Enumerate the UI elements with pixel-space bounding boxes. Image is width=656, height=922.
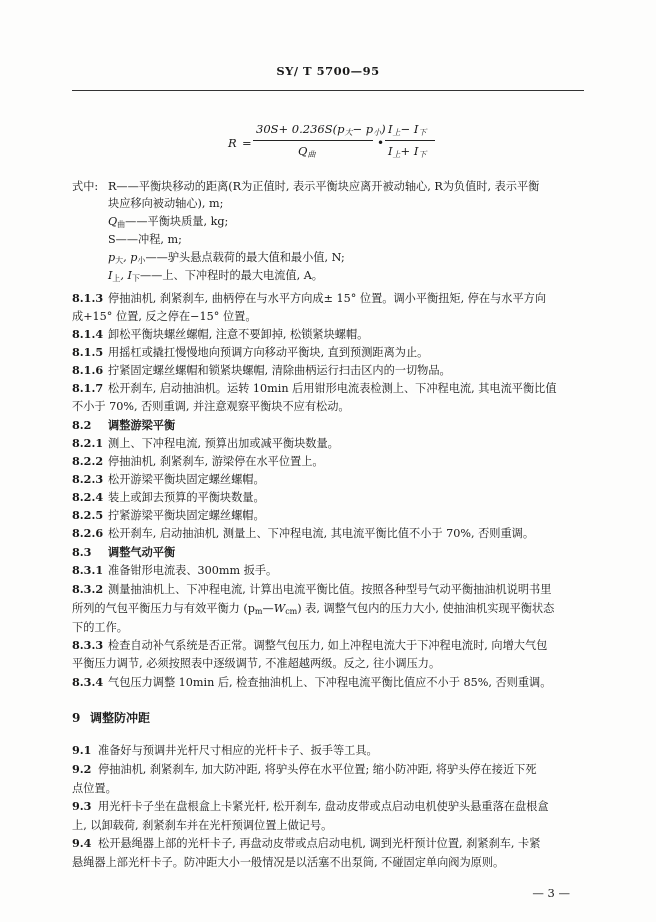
header-rule <box>72 90 584 91</box>
list-item: 8.3.2 测量抽油机上、下冲程电流, 计算出电流平衡比值。按照各种型号气动平衡抽油机说明书里 <box>72 582 552 596</box>
list-item: 8.2.6 松开刹车, 启动抽油机, 测量上、下冲程电流, 其电流平衡比值不小于 70%, 否则重调。 <box>72 526 535 540</box>
list-item: 8.1.4 卸松平衡块螺丝螺帽, 注意不要卸掉, 松锁紧块螺帽。 <box>72 327 369 341</box>
list-item: 8.2.4 装上或卸去预算的平衡块数量。 <box>72 490 265 504</box>
list-item-cont: 点位置。 <box>72 782 117 795</box>
formula-denominator-2: $I_上+ I_下$ <box>388 144 427 159</box>
standard-header: SY/ T 5700—95 <box>276 64 380 78</box>
list-item-cont: 不小于 70%, 否则重调, 并注意观察平衡块不应有松动。 <box>72 400 350 413</box>
list-item-cont: 成+15° 位置, 反之停在−15° 位置。 <box>72 310 257 323</box>
list-item: 8.1.5 用摇杠或撬扛慢慢地向预调方向移动平衡块, 直到预测距离为止。 <box>72 345 429 359</box>
page-number: — 3 — <box>532 886 570 900</box>
list-item: 8.2.2 停抽油机, 刹紧刹车, 游梁停在水平位置上。 <box>72 454 324 468</box>
list-item: 8.3.4 气包压力调整 10min 后, 检查抽油机上、下冲程电流平衡比值应不小于 85%, 否则重调。 <box>72 675 552 689</box>
definition-s: S——冲程, m; <box>108 233 182 246</box>
list-item-cont: 平衡压力调节, 必须按照表中逐级调节, 不准超越两级。反之, 往小调压力。 <box>72 657 441 670</box>
list-item: 9.3 用光杆卡子坐在盘根盒上卡紧光杆, 松开刹车, 盘动皮带或点启动电机使驴头悬重落在盘根盒 <box>72 799 549 813</box>
list-item: 8.1.7 松开刹车, 启动抽油机。运转 10min 后用钳形电流表检测上、下冲程电流, 其电流平衡比值 <box>72 381 557 395</box>
section-heading: 8.2 调整游梁平衡 <box>72 418 176 432</box>
definition-p: $p_大$, $p_小——$驴头悬点载荷的最大值和最小值, N; <box>108 251 345 265</box>
list-item: 8.3.1 准备钳形电流表、300mm 扳手。 <box>72 563 278 577</box>
formula-numerator-2: $I_上- I_下$ <box>388 122 427 137</box>
list-item: 9.2 停抽油机, 刹紧刹车, 加大防冲距, 将驴头停在水平位置; 缩小防冲距, 将驴头停在接近下死 <box>72 762 537 776</box>
list-item-cont: 上, 以卸载荷, 刹紧刹车并在光杆预调位置上做记号。 <box>72 819 333 832</box>
list-item: 9.4 松开悬绳器上部的光杆卡子, 再盘动皮带或点启动电机, 调到光杆预计位置, 刹紧刹车, 卡紧 <box>72 836 541 850</box>
list-item: 8.2.5 拧紧游梁平衡块固定螺丝螺帽。 <box>72 508 265 522</box>
definition-q: $Q_曲——$平衡块质量, kg; <box>108 215 229 229</box>
formula-equals: = <box>242 136 252 150</box>
list-item-cont: 悬绳器上部光杆卡子。防冲距大小一般情况是以活塞不出泵筒, 不碰固定单向阀为原则。 <box>72 856 505 869</box>
section-heading: 9 调整防冲距 <box>72 711 151 725</box>
formula-lhs: R <box>228 136 237 150</box>
list-item: 8.2.1 测上、下冲程电流, 预算出加或减平衡块数量。 <box>72 436 339 450</box>
definition-r: R——平衡块移动的距离(R为正值时, 表示平衡块应离开被动轴心, R为负值时, 表示平衡 <box>108 180 540 193</box>
list-item: 8.2.3 松开游梁平衡块固定螺丝螺帽。 <box>72 472 265 486</box>
formula-denominator-1: $Q_曲$ <box>298 144 316 159</box>
definition-r-cont: 块应移向被动轴心), m; <box>108 197 224 210</box>
list-item: 8.1.3 停抽油机, 刹紧刹车, 曲柄停在与水平方向成± 15° 位置。调小平衡扭矩, 停在与水平方向 <box>72 291 547 305</box>
list-item-cont: 所列的气包平衡压力与有效平衡力 $(p_m—W_{cm})$ 表, 调整气包内的压力大小, 使抽油机实现平衡状态 <box>72 602 555 616</box>
definitions-intro: 式中: <box>72 180 99 193</box>
list-item-cont: 下的工作。 <box>72 621 128 634</box>
list-item: 8.1.6 拧紧固定螺丝螺帽和锁紧块螺帽, 清除曲柄运行扫击区内的一切物品。 <box>72 363 451 377</box>
section-heading: 8.3 调整气动平衡 <box>72 545 176 559</box>
fraction-bar-2 <box>385 140 435 141</box>
formula-numerator-1: $30S+ 0.236S(p_大- p_小)$ <box>256 122 386 137</box>
list-item: 8.3.3 检查自动补气系统是否正常。调整气包压力, 如上冲程电流大于下冲程电流时, 向增大气包 <box>72 638 548 652</box>
definition-i: $I_上$, $I_下——$上、下冲程时的最大电流值, A。 <box>108 269 323 283</box>
formula-dot: • <box>377 136 385 150</box>
list-item: 9.1 准备好与预调井光杆尺寸相应的光杆卡子、扳手等工具。 <box>72 743 378 757</box>
fraction-bar-1 <box>253 140 373 141</box>
